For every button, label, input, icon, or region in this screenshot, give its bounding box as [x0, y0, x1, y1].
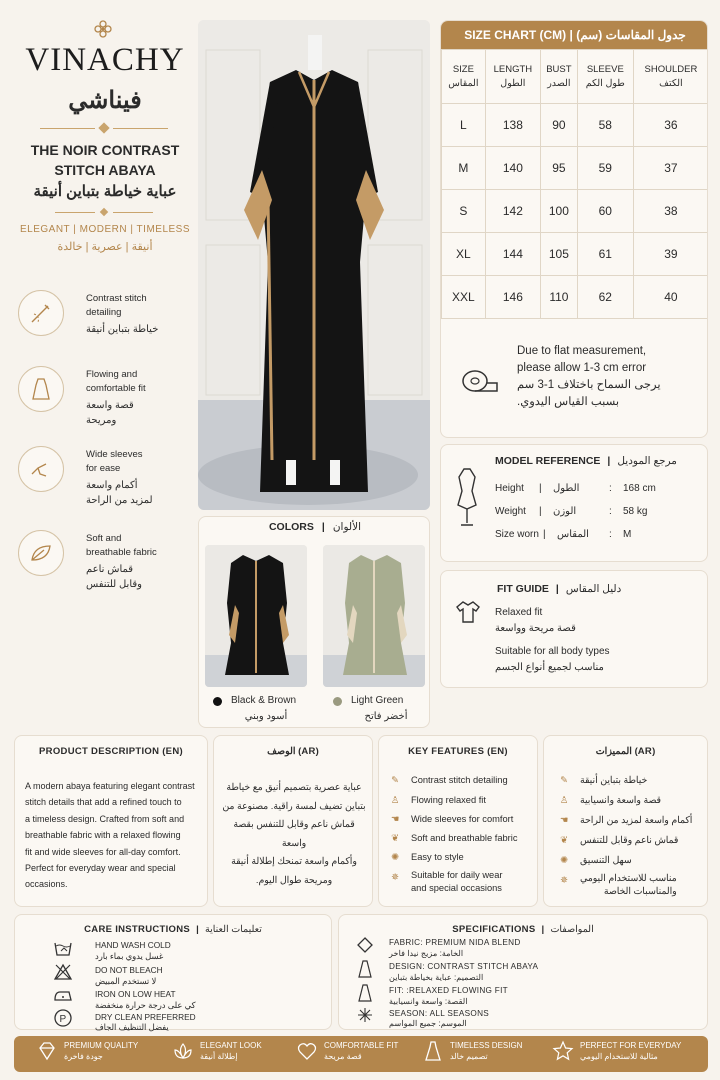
model-reference-title: MODEL REFERENCE | مرجع الموديل: [495, 455, 677, 467]
list-item: ✺ Easy to style: [387, 849, 464, 865]
product-title: THE NOIR CONTRAST STITCH ABAYA: [30, 142, 180, 178]
list-item: ✵ مناسب للاستخدام اليومي والمناسبات الخاصة: [556, 872, 677, 898]
colors-panel: COLORS | الألوان Black & Brown أسود وبني Light Green أخضر فاتح: [198, 516, 430, 728]
needle-icon: [18, 290, 64, 336]
diamond-icon: [100, 208, 108, 216]
dress-icon: ♙: [390, 794, 400, 805]
list-item: ✺ سهل التنسيق: [556, 852, 632, 868]
brand-name: VINACHY: [25, 42, 185, 78]
table-row: M 140 95 59 37: [442, 147, 709, 190]
svg-text:P: P: [59, 1014, 67, 1025]
star-icon: ✵: [391, 871, 399, 882]
list-item: ❦ Soft and breathable fabric: [387, 830, 517, 846]
section-title: المميزات (AR): [595, 746, 656, 757]
column-header: SHOULDER الكتف: [633, 50, 708, 104]
fit-guide-title: FIT GUIDE | دليل المقاس: [497, 583, 622, 595]
benefit-item: ELEGANT LOOK إطلالة أنيقة: [172, 1040, 262, 1062]
leaf-icon: ❦: [391, 832, 399, 843]
color-option-black-brown[interactable]: [205, 545, 307, 687]
no-bleach-icon: [53, 963, 73, 981]
ornament-icon: [92, 18, 114, 40]
table-row: XXL 146 110 62 40: [442, 276, 709, 319]
dress-icon: [18, 366, 64, 412]
snowflake-icon: [357, 1007, 373, 1023]
fit-line: Suitable for all body types: [495, 646, 610, 657]
mannequin-icon: [455, 467, 479, 527]
column-header: SIZE المقاس: [442, 50, 486, 104]
section-title: KEY FEATURES (EN): [408, 746, 508, 757]
table-row: XL 144 105 61 39: [442, 233, 709, 276]
size-table: [441, 49, 708, 319]
care-instructions-panel: CARE INSTRUCTIONS | تعليمات العناية HAND WASH COLD غسل يدوي بماء بارد DO NOT BLEACH لا تستخدم المبيض IRON ON LOW HEAT كي على درجة حرارة منخفضة P DRY CLEAN PREFERRED يفضل التنظيف الجاف: [14, 914, 332, 1030]
fit-line-arabic: مناسب لجميع أنواع الجسم: [495, 662, 604, 673]
lotus-icon: [172, 1040, 194, 1062]
specs-title: SPECIFICATIONS | المواصفات: [452, 924, 594, 935]
style-tags: ELEGANT | MODERN | TIMELESS: [19, 224, 191, 235]
dry-clean-icon: [53, 1009, 73, 1027]
heart-icon: [296, 1040, 318, 1062]
list-item: ♙ Flowing relaxed fit: [387, 792, 486, 808]
dress-icon: ♙: [559, 794, 569, 805]
diamond-icon: [357, 937, 373, 953]
feature-item: Soft and breathable fabric قماش ناعم وقابل للتنفس: [18, 528, 208, 598]
feature-item: Wide sleeves for ease أكمام واسعة لمزيد من الراحة: [18, 444, 208, 514]
needle-icon: ✎: [560, 774, 568, 785]
benefit-item: COMFORTABLE FIT قصة مريحة: [296, 1040, 398, 1062]
divider: [40, 128, 95, 129]
table-row: L 138 90 58 36: [442, 104, 709, 147]
measurement-note: Due to flat measurement, please allow 1-3 cm error يرجى السماح باختلاف 1-3 سم بسبب القياس اليدوي.: [517, 345, 661, 408]
benefit-item: PERFECT FOR EVERYDAY مثالية للاستخدام اليومي: [552, 1040, 681, 1062]
tshirt-icon: [455, 599, 481, 625]
diamond-icon: [36, 1040, 58, 1062]
sparkle-icon: ✺: [391, 851, 399, 862]
section-title: الوصف (AR): [267, 746, 319, 757]
list-item: ❦ قماش ناعم وقابل للتنفس: [556, 832, 678, 848]
list-item: ☚ Wide sleeves for comfort: [387, 811, 513, 827]
tape-measure-icon: [461, 367, 501, 397]
description-en-panel: [14, 735, 208, 907]
footer-benefits-bar: [14, 1036, 708, 1072]
dress-icon: [357, 984, 373, 1002]
list-item: ✵ Suitable for daily wear and special occasions: [387, 869, 502, 895]
list-item: ♙ قصة واسعة وانسيابية: [556, 792, 661, 808]
color-dot: [333, 697, 342, 706]
section-title: PRODUCT DESCRIPTION (EN): [39, 746, 183, 757]
star-icon: ✵: [560, 874, 568, 885]
hand-wash-icon: [53, 939, 73, 957]
size-chart-title: SIZE CHART (CM) | جدول المقاسات (سم): [441, 21, 708, 49]
benefit-item: PREMIUM QUALITY جودة فاخرة: [36, 1040, 138, 1062]
table-row: S 142 100 60 38: [442, 190, 709, 233]
description-text: A modern abaya featuring elegant contrast stitch details that add a refined touch to a timeless design. Crafted from soft and breathable fabric with a relaxed flowing fit and wide sleeves for all-day comfort. Perfect for everyday wear and special occasions.: [25, 781, 195, 890]
product-photo: [198, 20, 430, 510]
hand-icon: [18, 446, 64, 492]
column-header: BUST الصدر: [540, 50, 577, 104]
care-title: CARE INSTRUCTIONS | تعليمات العناية: [84, 924, 262, 935]
feature-item: Contrast stitch detailing خياطة بتباين أنيقة: [18, 288, 208, 358]
dress-icon: [422, 1040, 444, 1062]
leaf-icon: [18, 530, 64, 576]
dress-icon: [357, 960, 373, 978]
product-title-arabic: عباية خياطة بتباين أنيقة: [33, 183, 177, 200]
color-option-light-green[interactable]: [323, 545, 425, 687]
fit-line: Relaxed fit: [495, 607, 543, 618]
color-dot: [213, 697, 222, 706]
description-text-arabic: عباية عصرية بتصميم أنيق مع خياطة بتباين تضيف لمسة راقية. مصنوعة من قماش ناعم وقابل للتنفس بقصة واسعة وأكمام واسعة تمنحك إطلالة أنيقة ومريحة طوال اليوم.: [222, 782, 366, 885]
needle-icon: ✎: [391, 774, 399, 785]
fit-line-arabic: قصة مريحة وواسعة: [495, 623, 576, 634]
benefit-item: TIMELESS DESIGN تصميم خالد: [422, 1040, 522, 1062]
list-item: ✎ خياطة بتباين أنيقة: [556, 772, 647, 788]
hand-icon: ☚: [559, 814, 569, 825]
divider: [113, 128, 168, 129]
sparkle-icon: ✺: [560, 854, 568, 865]
style-tags-arabic: أنيقة | عصرية | خالدة: [57, 241, 153, 253]
size-chart: [440, 20, 708, 438]
description-ar-panel: [213, 735, 373, 907]
model-reference-panel: MODEL REFERENCE | مرجع الموديل Height | الطول : 168 cm Weight | الوزن : 58 kg Size worn | المقاس : M: [440, 444, 708, 562]
divider: [113, 212, 153, 213]
hand-icon: ☚: [390, 813, 400, 824]
table-header: [442, 50, 709, 104]
brand-name-arabic: فيناشي: [68, 87, 142, 114]
divider: [55, 212, 95, 213]
column-header: SLEEVE طول الكم: [577, 50, 633, 104]
column-header: LENGTH الطول: [485, 50, 540, 104]
list-item: ✎ Contrast stitch detailing: [387, 772, 508, 788]
colors-title: COLORS | الألوان: [268, 521, 362, 533]
fit-guide-panel: [440, 570, 708, 688]
diamond-icon: [98, 122, 109, 133]
feature-item: Flowing and comfortable fit قصة واسعة ومريحة: [18, 364, 208, 434]
leaf-icon: ❦: [560, 834, 568, 845]
star-icon: [552, 1040, 574, 1062]
iron-low-icon: [53, 986, 73, 1004]
key-features-ar-panel: [543, 735, 708, 907]
list-item: ☚ أكمام واسعة لمزيد من الراحة: [556, 812, 692, 828]
specifications-panel: SPECIFICATIONS | المواصفات FABRIC: PREMIUM NIDA BLEND الخامة: مزيج نيدا فاخر DESIGN: CONTRAST STITCH ABAYA التصميم: عباية بخياطة بتباين FIT: :RELAXED FLOWING FIT القصة: واسعة وانسيابية SEASON: ALL SEASONS الموسم: جميع المواسم: [338, 914, 708, 1030]
key-features-en-panel: [378, 735, 538, 907]
